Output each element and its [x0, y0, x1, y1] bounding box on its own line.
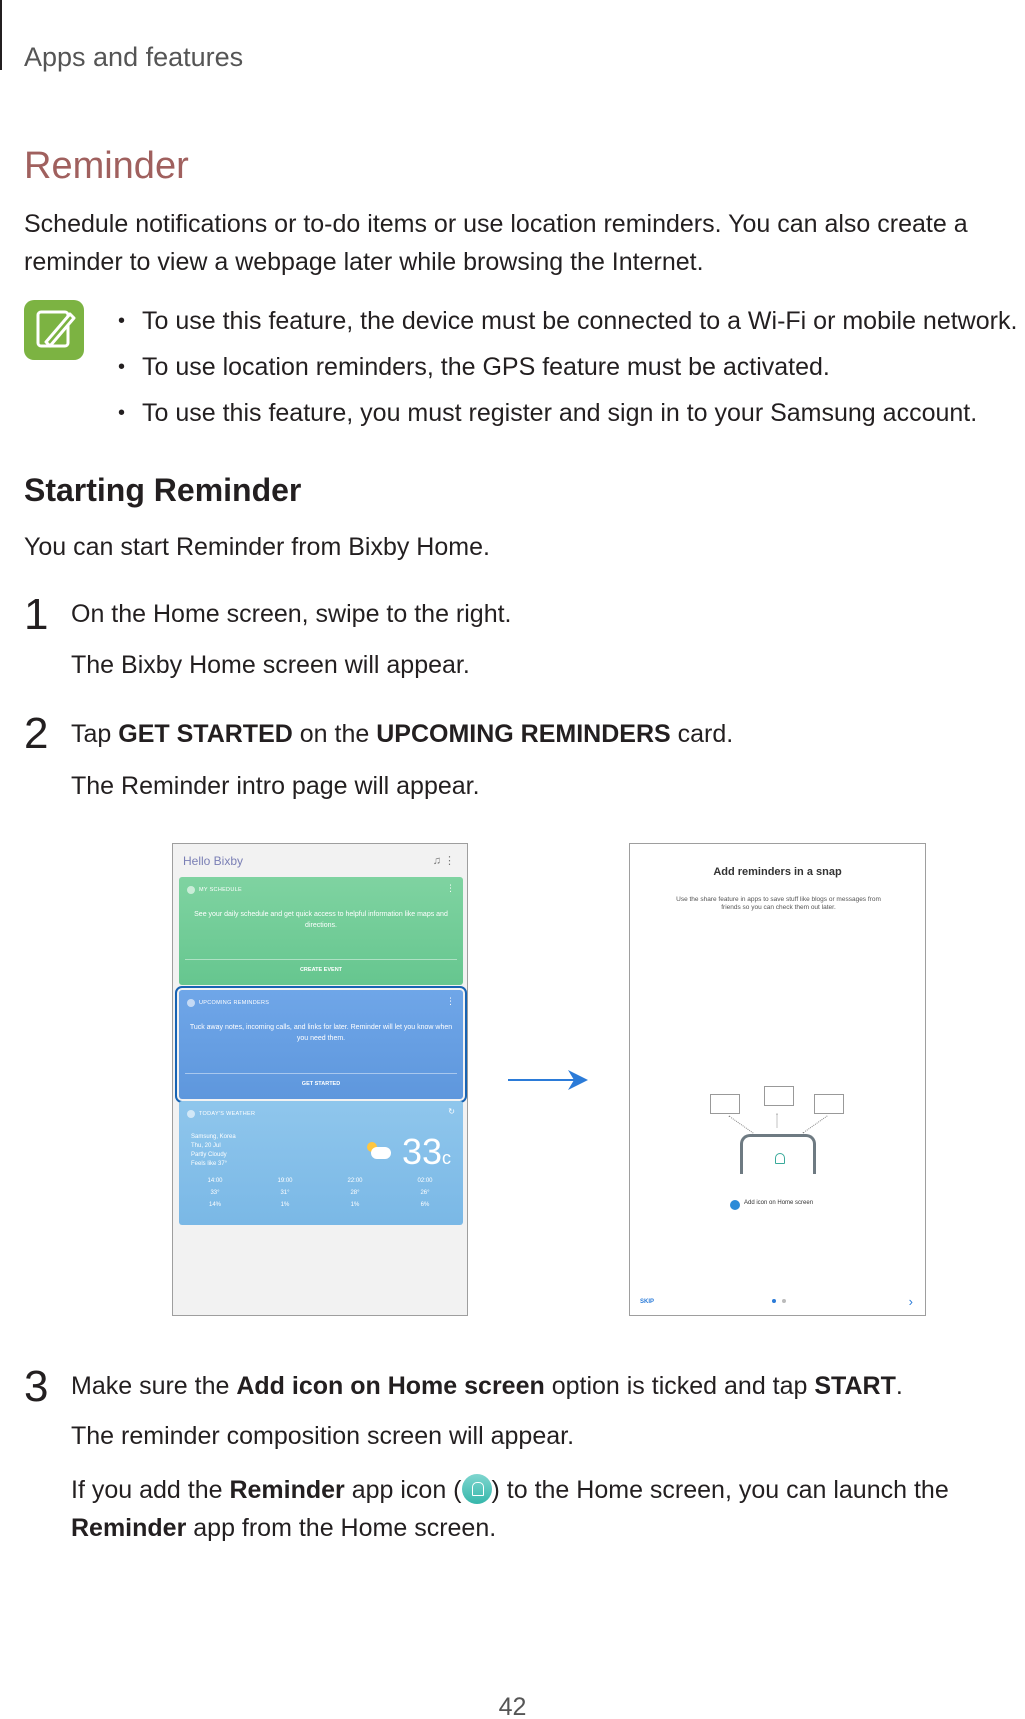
card-label: TODAY'S WEATHER — [199, 1111, 256, 1117]
weather-location — [191, 1133, 236, 1169]
current-temperature: 33c — [401, 1131, 451, 1172]
page-number: 42 — [498, 1693, 527, 1719]
page-indicator — [782, 1299, 786, 1303]
card-label: UPCOMING REMINDERS — [199, 1000, 270, 1006]
intro-title: Add reminders in a snap — [713, 866, 842, 878]
weather-icon — [187, 1110, 195, 1118]
bixby-title: Hello Bixby — [183, 854, 244, 868]
forecast-item: 02:00 26° 6% — [417, 1178, 433, 1208]
notes-list — [118, 298, 1018, 436]
create-event-button[interactable]: CREATE EVENT — [299, 967, 343, 973]
add-icon-option[interactable]: Add icon on Home screen — [744, 1200, 814, 1206]
dotted-line — [802, 1115, 827, 1133]
card-body: See your daily schedule and get quick access to helpful information like maps and directions. — [194, 911, 448, 929]
condition-text: Partly Cloudy — [191, 1152, 227, 1158]
subintro: You can start Reminder from Bixby Home. — [24, 533, 490, 561]
arrow-right-icon — [508, 1070, 588, 1090]
intro-body: Use the share feature in apps to save stuff like blogs or messages from friends so you can check them out later. — [676, 896, 881, 911]
upcoming-reminders-card — [179, 990, 463, 1099]
page-indicator-active — [772, 1299, 776, 1303]
cloud-icon — [371, 1147, 391, 1159]
dotted-line — [777, 1114, 778, 1128]
note-pencil-icon — [24, 300, 84, 360]
intro-paragraph: Schedule notifications or to-do items or use location reminders. You can also create a reminder to view a webpage later while browsing the Internet. — [24, 210, 968, 276]
reminder-icon — [187, 999, 195, 1007]
note-item: • To use this feature, the device must be connected to a Wi-Fi or mobile network. — [118, 298, 1018, 344]
schedule-icon — [187, 886, 195, 894]
bixby-toolbar-icons: ♫ ⋮ — [432, 855, 455, 867]
subheading: Starting Reminder — [24, 472, 302, 508]
step-text: Tap GET STARTED on the UPCOMING REMINDERS card. — [71, 720, 734, 748]
chevron-right-icon[interactable]: › — [908, 1294, 913, 1309]
phone-illustration — [740, 1134, 816, 1174]
reminder-app-icon — [462, 1474, 492, 1504]
webpage-icon — [764, 1086, 794, 1106]
bell-icon — [775, 1153, 785, 1164]
bixby-home-screenshot — [172, 843, 468, 1316]
section-header: Apps and features — [24, 42, 244, 72]
note-item: • To use location reminders, the GPS feature must be activated. — [118, 344, 1018, 390]
step-result: The Reminder intro page will appear. — [71, 772, 480, 800]
step-number: 2 — [24, 709, 49, 758]
forecast-item: 19:00 31° 1% — [277, 1178, 293, 1208]
card-label: MY SCHEDULE — [199, 887, 242, 893]
reminder-intro-screenshot — [629, 843, 926, 1316]
step-text: Make sure the Add icon on Home screen option is ticked and tap START. — [71, 1372, 903, 1400]
card-divider — [185, 1073, 457, 1074]
schedule-card — [179, 877, 463, 985]
step-result: The Bixby Home screen will appear. — [71, 651, 470, 679]
weather-card — [179, 1101, 463, 1225]
step-text: On the Home screen, swipe to the right. — [71, 600, 512, 628]
dotted-line — [728, 1115, 753, 1133]
card-body: Tuck away notes, incoming calls, and links for later. Reminder will let you know when you need them. — [189, 1024, 453, 1042]
get-started-button[interactable]: GET STARTED — [301, 1081, 341, 1087]
video-icon — [814, 1094, 844, 1114]
header-rule — [0, 0, 2, 70]
forecast-item: 22:00 28° 1% — [347, 1178, 363, 1208]
page-title: Reminder — [24, 145, 189, 187]
step-number: 1 — [24, 590, 49, 639]
message-icon — [710, 1094, 740, 1114]
feels-text: Feels like 37° — [191, 1161, 228, 1167]
bixby-topbar — [173, 844, 467, 880]
skip-button[interactable]: SKIP — [640, 1299, 655, 1305]
forecast-item: 14:00 33° 14% — [207, 1178, 223, 1208]
step-number: 3 — [24, 1362, 49, 1411]
note-item: • To use this feature, you must register and sign in to your Samsung account. — [118, 390, 1018, 436]
more-icon: ⋮ — [446, 996, 455, 1006]
refresh-icon: ↻ — [448, 1107, 455, 1116]
date-text: Thu, 20 Jul — [191, 1143, 221, 1149]
card-divider — [185, 959, 457, 960]
more-icon: ⋮ — [446, 883, 455, 893]
step-result: The reminder composition screen will appear. — [71, 1422, 575, 1450]
checkbox-checked-icon[interactable] — [730, 1200, 740, 1210]
step-extra: If you add the Reminder app icon ( ) to the Home screen, you can launch the Reminder app from the Home screen. — [71, 1476, 949, 1542]
location-text: Samsung, Korea — [191, 1134, 236, 1140]
